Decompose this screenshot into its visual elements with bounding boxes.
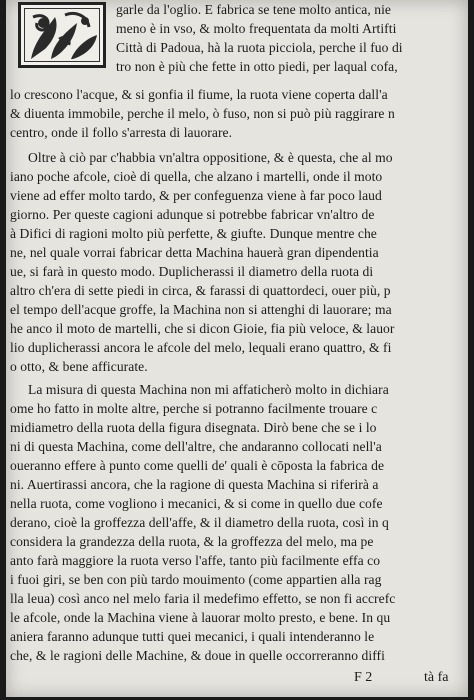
catchword: tà fa	[424, 670, 449, 685]
signature-mark: F 2	[354, 670, 373, 685]
text-line: el tempo dell'acque groffe, la Machina non si attenghi di lauorare; ma	[10, 302, 392, 317]
text-line: le afcole, onde la Machina viene à lauorar molto presto, e bene. In qu	[10, 610, 391, 625]
text-line: nella ruota, come vogliono i mecanici, & si come in quello due cofe	[10, 496, 383, 511]
text-line: derano, cioè la groffezza dell'affe, & il diametro della ruota, così in q	[10, 515, 389, 530]
text-line: Città di Padoua, hà la ruota picciola, perche il fuo di	[116, 40, 403, 55]
text-line: ni di questa Machina, come dell'altre, che andaranno collocati nell'a	[10, 439, 382, 454]
text-line: meno è in vso, & molto frequentata da molti Artifti	[116, 21, 397, 36]
text-line: ne, nel quale vorrai fabricar detta Machina hauerà gran dipendentia	[10, 245, 379, 260]
text-line: ni. Auertirassi ancora, che la ragione di questa Machina si riferirà a	[10, 477, 379, 492]
text-line: considera la grandezza della ruota, & la groffezza del melo, ma pe	[10, 534, 374, 549]
text-line: aniera faranno adunque tutti quei mecanici, i quali intenderanno le	[10, 629, 375, 644]
text-line: tro non è più che fette in otto piedi, per laqual cofa,	[116, 59, 398, 74]
decorated-initial-icon	[18, 2, 106, 68]
text-line: à Difici di ragioni molto più perfette, & giufte. Dunque mentre che	[10, 226, 377, 241]
text-line: iano poche afcole, cioè di quella, che alzano i martelli, onde il moto	[10, 169, 383, 184]
text-line: & diuenta immobile, perche il melo, ò fuso, non si può più raggirare n	[10, 106, 395, 121]
text-line: viene ad effer molto tardo, & per confeguenza viene à far poco laud	[10, 188, 382, 203]
text-line: che, & le ragioni delle Machine, & doue in quelle occorreranno diffi	[10, 648, 385, 663]
text-line: o otto, & bene afficurate.	[10, 359, 148, 374]
foliage-ornament-icon	[25, 9, 100, 62]
text-line: lla leua) così anco nel melo faria il medefimo effetto, se non fi accrefc	[10, 591, 396, 606]
text-line: lio duplicherassi ancora le afcole del melo, lequali erano quattro, & fi	[10, 340, 392, 355]
text-line: Oltre à ciò par c'habbia vn'altra oppositione, & è questa, che al mo	[28, 150, 393, 165]
text-line: lo crescono l'acque, & si gonfia il fiume, la ruota viene coperta dall'a	[10, 87, 388, 102]
text-line: he anco il moto de martelli, che si dicon Gioie, fia più veloce, & lauor	[10, 321, 395, 336]
text-line: anto farà maggiore la ruota verso l'affe, tanto più facilmente effa co	[10, 553, 381, 568]
text-line: garle da l'oglio. E fabrica se tene molto antica, nie	[116, 2, 391, 17]
text-line: i fuoi giri, se ben con più tardo mouimento (come appartien alla rag	[10, 572, 382, 587]
text-line: La misura di questa Machina non mi affaticherò molto in dichiara	[28, 382, 389, 397]
text-line: altro ch'era di sette piedi in circa, & farassi di quattordeci, ouer più, p	[10, 283, 391, 298]
text-line: ome ho fatto in molte altre, perche si potranno facilmente trouare c	[10, 401, 378, 416]
text-line: ue, si farà in questo modo. Duplicherassi il diametro della ruota di	[10, 264, 374, 279]
text-line: oueranno effere à punto come quelli de' quali è cōposta la fabrica de	[10, 458, 385, 473]
book-page	[6, 0, 468, 697]
text-line: giorno. Per queste cagioni adunque si potrebbe fabricar vn'altro de	[10, 207, 375, 222]
text-line: midiametro della ruota della figura disegnata. Dirò bene che se i lo	[10, 420, 377, 435]
text-line: centro, onde il follo s'arresta di lauorare.	[10, 125, 233, 140]
